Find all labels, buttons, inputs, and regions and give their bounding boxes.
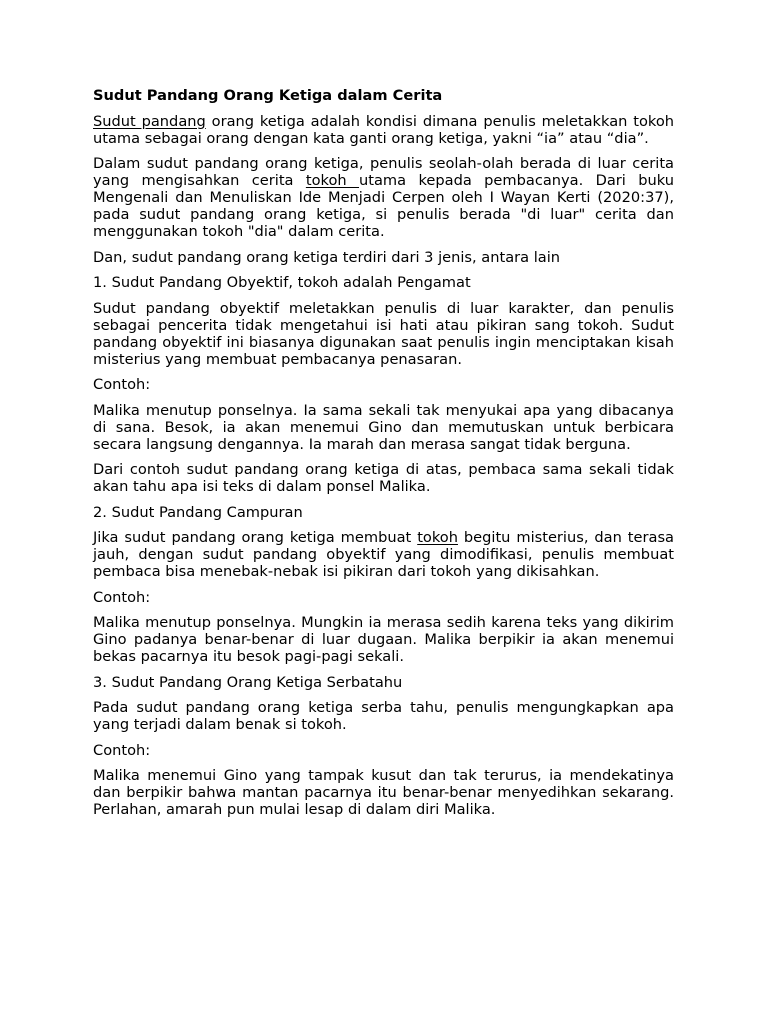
label-contoh-1: Contoh: xyxy=(93,376,151,393)
heading-obyektif: 1. Sudut Pandang Obyektif, tokoh adalah Pengamat xyxy=(93,274,471,291)
paragraph-campuran xyxy=(93,529,674,580)
paragraph-example-1-note: Dari contoh sudut pandang orang ketiga di atas, pembaca sama sekali tidak akan tahu apa isi teks di dalam ponsel Malika. xyxy=(93,461,674,495)
heading-serbatahu: 3. Sudut Pandang Orang Ketiga Serbatahu xyxy=(93,673,403,691)
paragraph-campuran-text-2: begitu misterius, dan terasa jauh, dengan sudut pandang obyektif yang dimodifikasi, penulis membuat pembaca bisa menebak-nebak isi pikiran dari tokoh yang dikisahkan. xyxy=(93,529,674,580)
label-contoh-3: Contoh: xyxy=(93,741,151,759)
paragraph-explanation-text-1: Dalam sudut pandang orang ketiga, penulis seolah-olah berada di luar cerita yang mengisahkan cerita xyxy=(93,155,674,189)
paragraph-campuran-text-1: Jika sudut pandang orang ketiga membuat xyxy=(93,529,418,546)
document-page xyxy=(93,87,674,827)
paragraph-obyektif: Sudut pandang obyektif meletakkan penulis di luar karakter, dan penulis sebagai pencerita tidak mengetahui isi hati atau pikiran sang tokoh. Sudut pandang obyektif ini biasanya digunakan saat penulis ingin menciptakan kisah misterius yang membuat pembacanya penasaran. xyxy=(93,299,674,368)
paragraph-serbatahu: Pada sudut pandang orang ketiga serba tahu, penulis mengungkapkan apa yang terjadi dalam benak si tokoh. xyxy=(93,699,674,733)
paragraph-explanation xyxy=(93,155,674,240)
paragraph-definition-text: orang ketiga adalah kondisi dimana penulis meletakkan tokoh utama sebagai orang dengan kata ganti orang ketiga, yakni “ia” atau “dia”. xyxy=(93,112,675,147)
paragraph-types-intro: Dan, sudut pandang orang ketiga terdiri dari 3 jenis, antara lain xyxy=(93,248,561,266)
paragraph-definition xyxy=(93,113,674,147)
link-tokoh[interactable]: tokoh xyxy=(305,172,360,189)
paragraph-explanation-text-2: utama kepada pembacanya. Dari buku Mengenali dan Menuliskan Ide Menjadi Cerpen oleh I Wayan Kerti (2020:37), pada sudut pandang orang ketiga, si penulis berada "di luar" cerita dan menggunakan tokoh "dia" dalam cerita. xyxy=(93,172,674,240)
paragraph-example-2: Malika menutup ponselnya. Mungkin ia merasa sedih karena teks yang dikirim Gino padanya benar-benar di luar dugaan. Malika berpikir ia akan menemui bekas pacarnya itu besok pagi-pagi sekali. xyxy=(93,614,674,665)
link-tokoh-2[interactable]: tokoh xyxy=(417,529,458,546)
document-title: Sudut Pandang Orang Ketiga dalam Cerita xyxy=(93,87,443,104)
paragraph-example-1: Malika menutup ponselnya. Ia sama sekali tak menyukai apa yang dibacanya di sana. Besok, ia akan menemui Gino dan memutuskan untuk berbicara secara langsung dengannya. Ia marah dan merasa sangat tidak berguna. xyxy=(93,401,674,453)
link-sudut-pandang[interactable]: Sudut pandang xyxy=(93,112,206,130)
paragraph-example-3: Malika menemui Gino yang tampak kusut dan tak terurus, ia mendekatinya dan berpikir bahwa mantan pacarnya itu benar-benar menyedihkan sekarang. Perlahan, amarah pun mulai lesap di dalam diri Malika. xyxy=(93,767,674,818)
heading-campuran: 2. Sudut Pandang Campuran xyxy=(93,503,303,521)
label-contoh-2: Contoh: xyxy=(93,588,151,606)
